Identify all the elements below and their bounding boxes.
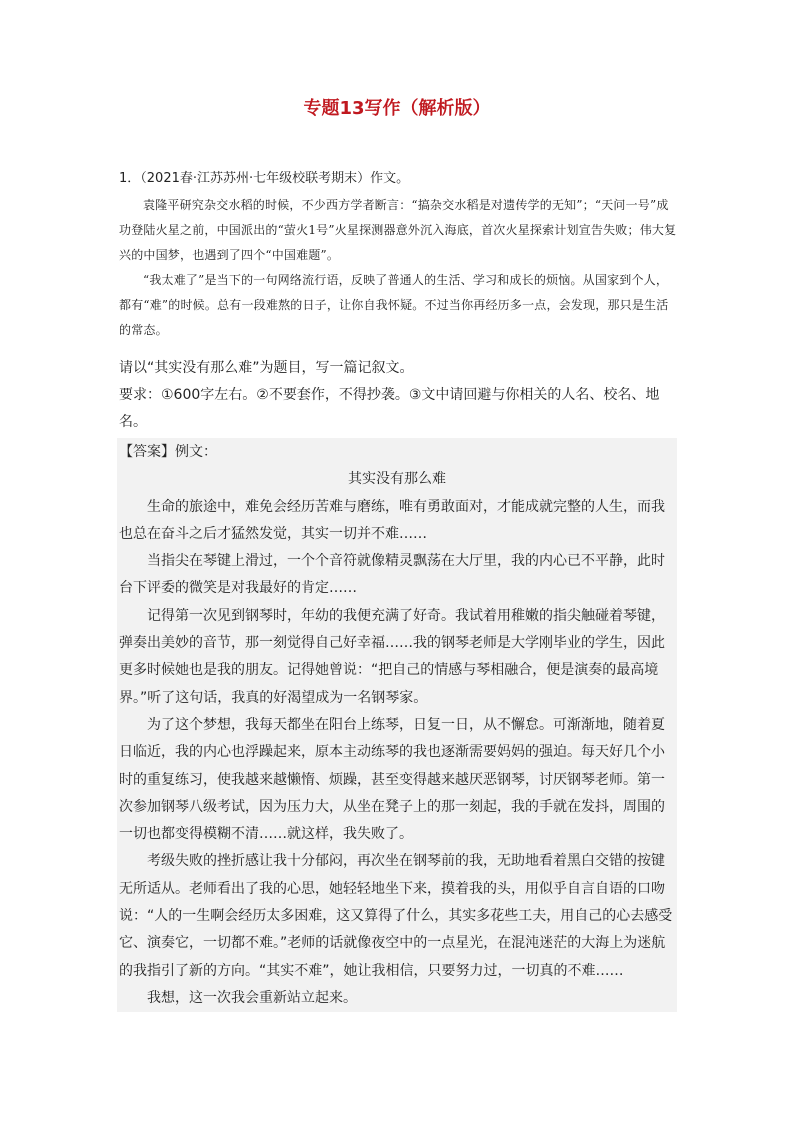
essay-title: 其实没有那么难: [348, 471, 446, 488]
writing-requirements: 要求：①600字左右。②不要套作，不得抄袭。③文中请回避与你相关的人名、校名、地名。: [119, 387, 660, 430]
essay-paragraph: 为了这个梦想，我每天都坐在阳台上练琴，日复一日，从不懈怠。可渐渐地，随着夏日临近，我的内心也浮躁起来，原本主动练琴的我也逐渐需要妈妈的强迫。每天好几个小时的重复练习，使我越来越懒惰、烦躁，甚至变得越来越厌恶钢琴，讨厌钢琴老师。第一次参加钢琴八级考试，因为压力大，从坐在凳子上的那一刻起，我的手就在发抖，周围的一切也都变得模糊不清……就这样，我失败了。: [119, 716, 665, 843]
page-title: 专题13写作（解析版）: [303, 98, 491, 119]
essay-paragraph: 我想，这一次我会重新站立起来。: [147, 989, 357, 1006]
material-paragraph: “我太难了”是当下的一句网络流行语，反映了普通人的生活、学习和成长的烦恼。从国家到个人，都有“难”的时候。总有一段难熬的日子，让你自我怀疑。不过当你再经历多一点，会发现，那只是生活的常态。: [119, 273, 669, 337]
answer-label: 【答案】例文：: [119, 444, 217, 460]
material-paragraph: 袁隆平研究杂交水稻的时候，不少西方学者断言：“搞杂交水稻是对遗传学的无知”；“天问一号”成功登陆火星之前，中国派出的“萤火1号”火星探测器意外沉入海底，首次火星探索计划宣告失败；伟大复兴的中国梦，也遇到了四个“中国难题”。: [119, 198, 677, 262]
writing-task: [119, 355, 679, 436]
answer-section: [117, 438, 677, 1012]
essay-paragraph: 生命的旅途中，难免会经历苦难与磨练，唯有勇敢面对，才能成就完整的人生，而我也总在奋斗之后才猛然发觉，其实一切并不难……: [119, 498, 665, 542]
question-header: 1．（2021春·江苏苏州·七年级校联考期末）作文。: [119, 171, 410, 186]
reading-material: [119, 193, 677, 343]
essay-paragraph: 当指尖在琴键上滑过，一个个音符就像精灵飘荡在大厅里，我的内心已不平静，此时台下评委的微笑是对我最好的肯定……: [119, 553, 665, 597]
essay-paragraph: 考级失败的挫折感让我十分郁闷，再次坐在钢琴前的我，无助地看着黑白交错的按键无所适从。老师看出了我的心思，她轻轻地坐下来，摸着我的头，用似乎自言自语的口吻说：“人的一生啊会经历太多困难，这又算得了什么，其实多花些工夫，用自己的心去感受它、演奏它，一切都不难。”老师的话就像夜空中的一点星光，在混沌迷茫的大海上为迷航的我指引了新的方向。“其实不难”，她让我相信，只要努力过，一切真的不难……: [119, 853, 673, 979]
writing-prompt: 请以“其实没有那么难”为题目，写一篇记叙文。: [119, 360, 414, 376]
essay-paragraph: 记得第一次见到钢琴时，年幼的我便充满了好奇。我试着用稚嫩的指尖触碰着琴键，弹奏出美妙的音节，那一刻觉得自己好幸福……我的钢琴老师是大学刚毕业的学生，因此更多时候她也是我的朋友。记得她曾说：“把自己的情感与琴相融合，便是演奏的最高境界。”听了这句话，我真的好渴望成为一名钢琴家。: [119, 607, 665, 706]
